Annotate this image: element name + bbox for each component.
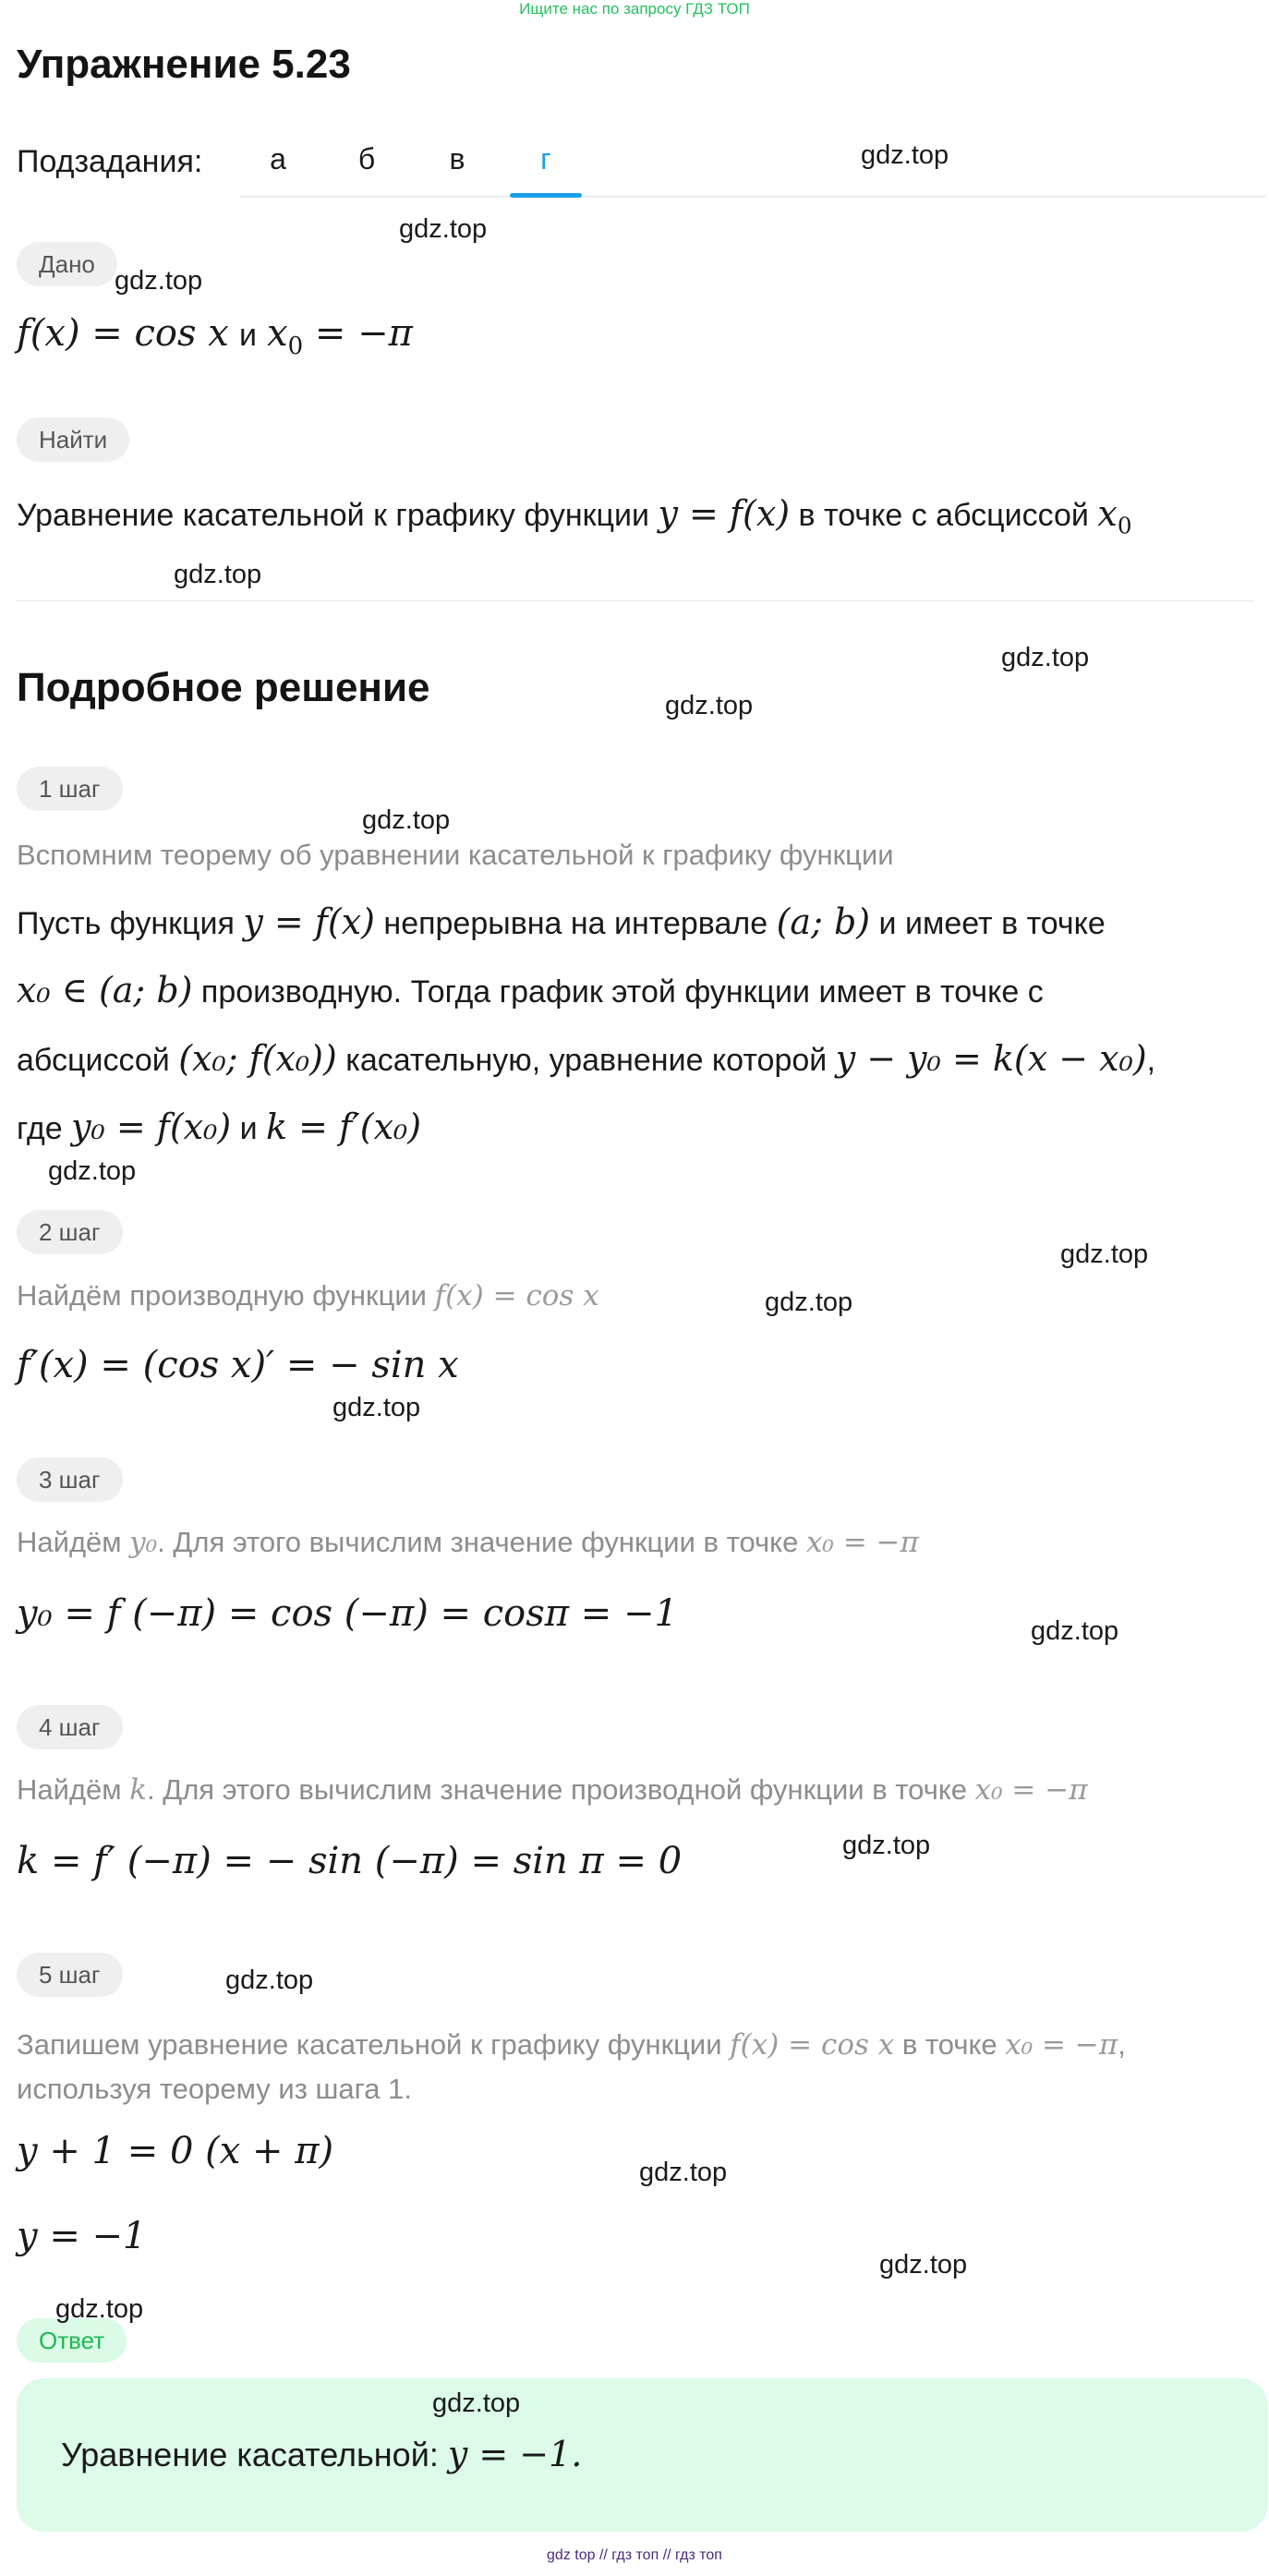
subtasks-label: Подзадания:: [17, 144, 203, 179]
step-3-badge: 3 шаг: [17, 1457, 123, 1502]
step-2-badge: 2 шаг: [17, 1210, 123, 1254]
step-3-formula: y₀ = f (−π) = cos (−π) = cosπ = −1: [17, 1592, 678, 1635]
top-note[interactable]: Ищите нас по запросу ГДЗ ТОП: [519, 0, 750, 18]
watermark: gdz.top: [332, 1393, 421, 1422]
step-1-theorem: [17, 889, 1254, 1162]
given-conjunction: и: [238, 318, 257, 353]
watermark: gdz.top: [1031, 1616, 1119, 1646]
step-3-hint: Найдём y₀. Для этого вычислим значение функции в точке x₀ = −π: [17, 1526, 919, 1559]
step-5-hint: Запишем уравнение касательной к графику функции f(x) = cos x в точке x₀ = −π, используя теорему из шага 1.: [17, 2028, 1126, 2105]
theorem-line-1: Пусть функция y = f(x) непрерывна на интервале (a; b) и имеет в точке: [17, 901, 1106, 942]
tab-g[interactable]: г: [540, 142, 551, 175]
watermark: gdz.top: [765, 1288, 853, 1317]
footer-links[interactable]: gdz top // гдз топ // гдз топ: [547, 2547, 722, 2563]
watermark: gdz.top: [174, 560, 262, 589]
step-4-badge: 4 шаг: [17, 1705, 123, 1749]
watermark: gdz.top: [879, 2250, 968, 2280]
find-badge: Найти: [17, 417, 129, 462]
answer-badge: Ответ: [17, 2318, 127, 2363]
step-5-formula-2: y = −1: [17, 2215, 147, 2257]
watermark: gdz.top: [115, 266, 203, 296]
step-2-formula: f′(x) = (cos x)′ = − sin x: [17, 1344, 459, 1386]
step-5-badge: 5 шаг: [17, 1953, 123, 1997]
given-badge: Дано: [17, 242, 117, 286]
watermark: gdz.top: [225, 1965, 314, 1995]
watermark: gdz.top: [1001, 643, 1090, 672]
tab-b[interactable]: б: [357, 142, 376, 175]
watermark: gdz.top: [432, 2389, 521, 2418]
tab-a[interactable]: а: [270, 142, 286, 175]
answer-text: Уравнение касательной: y = −1.: [61, 2434, 583, 2474]
watermark: gdz.top: [665, 691, 754, 720]
watermark: gdz.top: [48, 1156, 137, 1186]
tabs-divider: [240, 196, 1265, 198]
step-4-hint: Найдём k. Для этого вычислим значение производной функции в точке x₀ = −π: [17, 1773, 1088, 1807]
step-2-hint: Найдём производную функции f(x) = cos x: [17, 1279, 599, 1312]
given-function: f(x) = cos x: [17, 312, 229, 355]
find-text: Уравнение касательной к графику функции y = f(x) в точке с абсциссой $x_0$: [17, 493, 1132, 539]
watermark: gdz.top: [362, 805, 451, 835]
theorem-line-3: абсциссой (x₀; f(x₀)) касательную, уравнение которой y − y₀ = k(x − x₀),: [17, 1038, 1156, 1079]
step-5-formula-1: y + 1 = 0 (x + π): [17, 2130, 334, 2172]
step-4-formula: k = f′ (−π) = − sin (−π) = sin π = 0: [17, 1840, 683, 1882]
watermark: gdz.top: [399, 214, 488, 244]
solution-heading: Подробное решение: [17, 665, 430, 710]
watermark: gdz.top: [639, 2158, 728, 2187]
watermark: gdz.top: [842, 1831, 931, 1860]
step-1-hint: Вспомним теорему об уравнении касательной к графику функции: [17, 839, 894, 871]
theorem-line-4: где y₀ = f(x₀) и k = f′(x₀): [17, 1107, 422, 1147]
section-divider: [17, 600, 1254, 601]
watermark: gdz.top: [1060, 1240, 1149, 1269]
tab-v[interactable]: в: [449, 142, 465, 175]
given-point: $x_0 = -\pi$: [267, 312, 413, 361]
watermark: gdz.top: [861, 140, 949, 170]
active-tab-indicator: [510, 193, 582, 198]
theorem-line-2: x₀ ∈ (a; b) производную. Тогда график этой функции имеет в точке с: [17, 970, 1044, 1010]
step-1-badge: 1 шаг: [17, 767, 123, 811]
page-title: Упражнение 5.23: [17, 42, 351, 87]
given-formula: [17, 312, 413, 360]
watermark: gdz.top: [55, 2294, 144, 2324]
